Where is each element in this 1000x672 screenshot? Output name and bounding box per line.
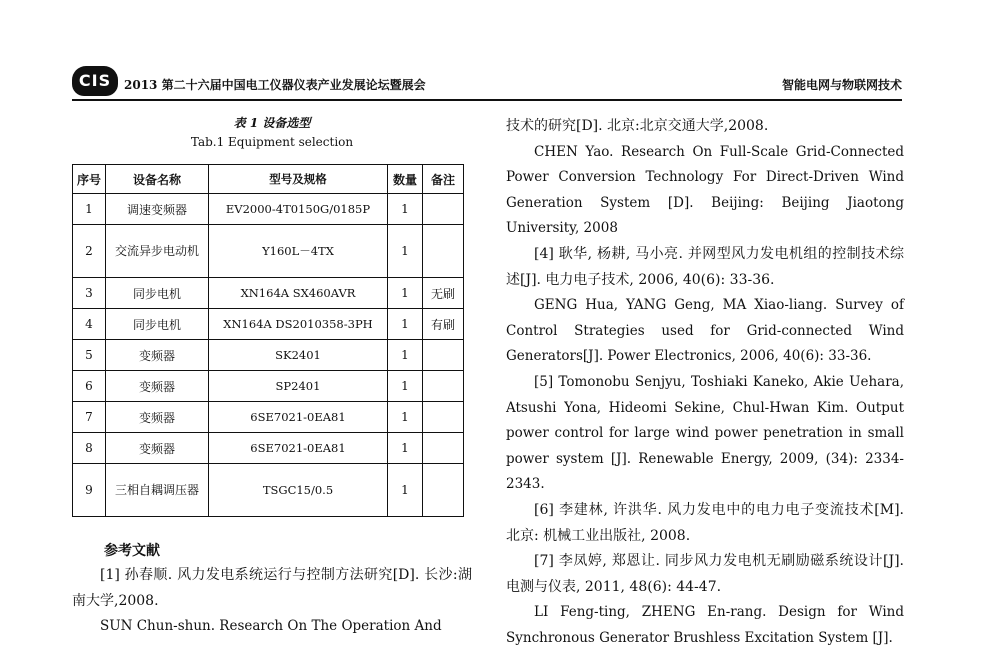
reference-7: [7] 李凤婷, 郑恩让. 同步风力发电机无刷励磁系统设计[J]. 电测与仪表, 2011, 48(6): 44-47. xyxy=(506,553,904,595)
cell-name: 变频器 xyxy=(106,402,209,433)
cell-name: 变频器 xyxy=(106,340,209,371)
cell-model: SP2401 xyxy=(209,371,388,402)
section-title: 智能电网与物联网技术 xyxy=(781,78,902,92)
table-row xyxy=(73,371,464,402)
cell-model: 6SE7021-0EA81 xyxy=(209,402,388,433)
conference-title: 2013 第二十六届中国电工仪器仪表产业发展论坛暨展会 xyxy=(124,78,426,92)
header-rule xyxy=(72,99,902,101)
reference-1: [1] 孙春顺. 风力发电系统运行与控制方法研究[D]. 长沙:湖南大学,2008. xyxy=(72,567,472,609)
cell-note: 无刷 xyxy=(423,278,464,309)
cell-note xyxy=(423,194,464,225)
table-row xyxy=(73,433,464,464)
table-row xyxy=(73,464,464,517)
reference-5: [5] Tomonobu Senjyu, Toshiaki Kaneko, Akie Uehara, Atsushi Yona, Hideomi Sekine, Chul-Hwan Kim. Output power control for large wind power penetration in small power system [J]. Renewable Energy, 2009, (34): 2334-2343. xyxy=(506,373,904,493)
column-header: 备注 xyxy=(423,165,464,194)
reference-4-english: GENG Hua, YANG Geng, MA Xiao-liang. Survey of Control Strategies used for Grid-connected Wind Generators[J]. Power Electronics, 2006, 40(6): 33-36. xyxy=(506,297,904,365)
table-row xyxy=(73,402,464,433)
cell-note xyxy=(423,402,464,433)
cell-no: 1 xyxy=(73,194,106,225)
cell-qty: 1 xyxy=(388,371,423,402)
column-header: 型号及规格 xyxy=(209,165,388,194)
conference-logo: CIS xyxy=(72,66,118,96)
right-column xyxy=(506,114,904,651)
reference-7-english: LI Feng-ting, ZHENG En-rang. Design for Wind Synchronous Generator Brushless Excitation System [J]. xyxy=(506,604,904,646)
cell-name: 同步电机 xyxy=(106,309,209,340)
cell-no: 8 xyxy=(73,433,106,464)
cell-qty: 1 xyxy=(388,433,423,464)
cell-model: Y160L－4TX xyxy=(209,225,388,278)
table-row xyxy=(73,278,464,309)
reference-1-english: SUN Chun-shun. Research On The Operation And xyxy=(100,618,442,635)
cell-name: 变频器 xyxy=(106,433,209,464)
cell-name: 调速变频器 xyxy=(106,194,209,225)
cell-name: 三相自耦调压器 xyxy=(106,464,209,517)
cell-no: 5 xyxy=(73,340,106,371)
left-column xyxy=(72,114,472,640)
cell-qty: 1 xyxy=(388,402,423,433)
table-row xyxy=(73,225,464,278)
cell-no: 7 xyxy=(73,402,106,433)
cell-name: 交流异步电动机 xyxy=(106,225,209,278)
cell-model: TSGC15/0.5 xyxy=(209,464,388,517)
table-title-en: Tab.1 Equipment selection xyxy=(190,135,354,149)
column-header: 设备名称 xyxy=(106,165,209,194)
equipment-table xyxy=(72,164,464,517)
column-header: 数量 xyxy=(388,165,423,194)
cell-qty: 1 xyxy=(388,278,423,309)
cell-model: EV2000-4T0150G/0185P xyxy=(209,194,388,225)
reference-6: [6] 李建林, 许洪华. 风力发电中的电力电子变流技术[M]. 北京: 机械工业出版社, 2008. xyxy=(506,501,904,544)
cell-model: 6SE7021-0EA81 xyxy=(209,433,388,464)
cell-qty: 1 xyxy=(388,194,423,225)
column-header: 序号 xyxy=(73,165,106,194)
table-row xyxy=(73,309,464,340)
cell-qty: 1 xyxy=(388,309,423,340)
cell-note xyxy=(423,340,464,371)
cell-name: 变频器 xyxy=(106,371,209,402)
cell-qty: 1 xyxy=(388,225,423,278)
cell-note xyxy=(423,433,464,464)
table-row xyxy=(73,340,464,371)
cell-model: XN164A SX460AVR xyxy=(209,278,388,309)
cell-note xyxy=(423,464,464,517)
table-header-row xyxy=(73,165,464,194)
cell-model: XN164A DS2010358-3PH xyxy=(209,309,388,340)
reference-4: [4] 耿华, 杨耕, 马小亮. 并网型风力发电机组的控制技术综述[J]. 电力电子技术, 2006, 40(6): 33-36. xyxy=(506,245,904,288)
cell-model: SK2401 xyxy=(209,340,388,371)
cell-note xyxy=(423,225,464,278)
references-heading: 参考文献 xyxy=(104,543,160,559)
cell-qty: 1 xyxy=(388,340,423,371)
cell-no: 3 xyxy=(73,278,106,309)
reference-3-english: CHEN Yao. Research On Full-Scale Grid-Connected Power Conversion Technology For Direct-Driven Wind Generation System [D]. Beijing: Beijing Jiaotong University, 2008 xyxy=(506,143,904,237)
page-header xyxy=(72,66,902,100)
cell-qty: 1 xyxy=(388,464,423,517)
table-row xyxy=(73,194,464,225)
table-title-cn: 表 1 设备选型 xyxy=(233,116,311,130)
cell-note: 有刷 xyxy=(423,309,464,340)
cell-no: 6 xyxy=(73,371,106,402)
reference-3-continued: 技术的研究[D]. 北京:北京交通大学,2008. xyxy=(506,118,769,134)
cell-name: 同步电机 xyxy=(106,278,209,309)
cell-no: 9 xyxy=(73,464,106,517)
cell-note xyxy=(423,371,464,402)
cell-no: 2 xyxy=(73,225,106,278)
cell-no: 4 xyxy=(73,309,106,340)
